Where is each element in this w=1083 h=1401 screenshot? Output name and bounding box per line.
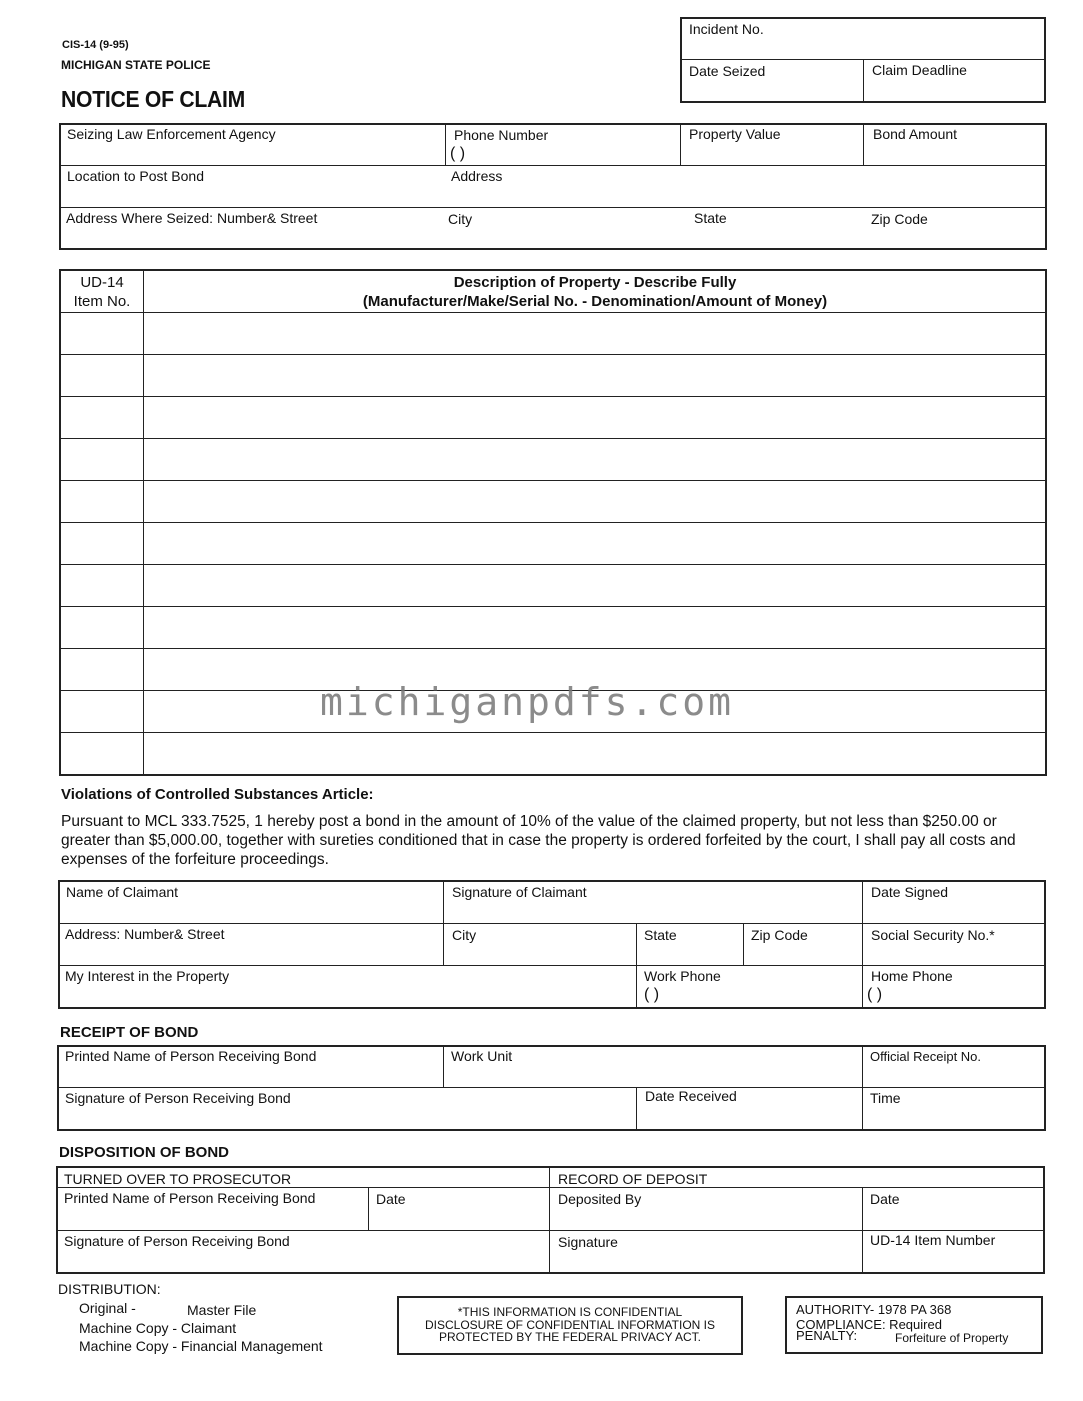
distribution-copy-claimant: Machine Copy - Claimant <box>79 1320 237 1336</box>
date-signed-label: Date Signed <box>871 884 949 900</box>
distribution-original: Original - <box>79 1300 136 1316</box>
distribution-copy-financial: Machine Copy - Financial Management <box>79 1338 323 1354</box>
confidential-line2: DISCLOSURE OF CONFIDENTIAL INFORMATION IS <box>424 1317 716 1332</box>
receipt-signature-label: Signature of Person Receiving Bond <box>65 1090 291 1106</box>
date-seized-label: Date Seized <box>689 63 766 79</box>
description-header-line1: Description of Property - Describe Fully <box>453 274 737 291</box>
receipt-heading: RECEIPT OF BOND <box>60 1024 199 1041</box>
date-received-label: Date Received <box>645 1088 737 1104</box>
claim-deadline-label: Claim Deadline <box>872 62 967 78</box>
address-label: Address <box>451 168 503 184</box>
ssn-label: Social Security No.* <box>871 927 995 943</box>
receipt-printed-name-label: Printed Name of Person Receiving Bond <box>65 1048 317 1064</box>
property-value-label: Property Value <box>689 126 781 142</box>
authority-text: AUTHORITY- 1978 PA 368 <box>796 1302 952 1317</box>
work-phone-label: Work Phone <box>644 968 721 984</box>
time-label: Time <box>870 1090 901 1106</box>
distribution-master-file: Master File <box>187 1302 257 1318</box>
agency-name: MICHIGAN STATE POLICE <box>61 58 211 72</box>
compliance-text: COMPLIANCE: Required <box>796 1317 942 1332</box>
interest-label: My Interest in the Property <box>65 968 230 984</box>
location-post-bond-field[interactable] <box>61 167 1045 207</box>
claimant-address-label: Address: Number& Street <box>65 926 225 942</box>
claimant-city-label: City <box>452 927 477 943</box>
disposition-heading: DISPOSITION OF BOND <box>59 1144 230 1161</box>
claimant-name-label: Name of Claimant <box>66 884 179 900</box>
disp-signature2-label: Signature <box>558 1234 618 1250</box>
form-code: CIS-14 (9-95) <box>62 39 129 51</box>
address-seized-label: Address Where Seized: Number& Street <box>66 210 318 226</box>
violations-heading: Violations of Controlled Substances Article: <box>61 786 374 803</box>
receipt-no-label: Official Receipt No. <box>870 1049 982 1064</box>
page-title: NOTICE OF CLAIM <box>61 86 245 112</box>
work-unit-label: Work Unit <box>451 1048 513 1064</box>
disp-signature1-label: Signature of Person Receiving Bond <box>64 1233 290 1249</box>
home-phone-paren: ( ) <box>867 986 883 1003</box>
seized-city-label: City <box>448 211 473 227</box>
penalty-label: PENALTY: <box>796 1328 858 1343</box>
incident-no-label: Incident No. <box>689 21 764 37</box>
work-phone-paren: ( ) <box>644 986 660 1003</box>
disp-date1-label: Date <box>376 1191 406 1207</box>
seized-zip-label: Zip Code <box>871 211 928 227</box>
confidential-line1: *THIS INFORMATION IS CONFIDENTIAL <box>457 1305 683 1319</box>
turned-over-label: TURNED OVER TO PROSECUTOR <box>64 1171 292 1187</box>
claimant-zip-label: Zip Code <box>751 927 808 943</box>
record-deposit-label: RECORD OF DEPOSIT <box>558 1171 708 1187</box>
seized-state-label: State <box>694 210 727 226</box>
violations-text: Pursuant to MCL 333.7525, 1 hereby post a bond in the amount of 10% of the value of the claimed property, but not less than $250.00 or greater than $5,000.00, together with sureties conditioned that in case the property is ordered forfeited by the court, I shall pay all costs and expenses of the forfeiture proceedings. <box>61 813 1016 868</box>
deposited-by-label: Deposited By <box>558 1191 642 1207</box>
disp-printed-name-label: Printed Name of Person Receiving Bond <box>64 1190 316 1206</box>
distribution-heading: DISTRIBUTION: <box>58 1281 161 1297</box>
claimant-signature-label: Signature of Claimant <box>452 884 587 900</box>
home-phone-label: Home Phone <box>871 968 953 984</box>
claimant-state-label: State <box>644 927 677 943</box>
item-no-header-line1: UD-14 <box>80 274 124 291</box>
confidential-line3: PROTECTED BY THE FEDERAL PRIVACY ACT. <box>438 1330 702 1344</box>
item-no-header-line2: Item No. <box>73 293 131 310</box>
phone-paren: ( ) <box>450 145 466 162</box>
seizing-agency-label: Seizing Law Enforcement Agency <box>67 126 276 142</box>
bond-amount-label: Bond Amount <box>873 126 958 142</box>
disp-date2-label: Date <box>870 1191 900 1207</box>
description-header-line2: (Manufacturer/Make/Serial No. - Denomination/Amount of Money) <box>362 293 828 310</box>
penalty-value: Forfeiture of Property <box>895 1331 1009 1345</box>
ud14-item-label: UD-14 Item Number <box>870 1232 996 1248</box>
phone-number-label: Phone Number <box>454 127 549 143</box>
location-post-bond-label: Location to Post Bond <box>67 168 204 184</box>
watermark: michiganpdfs.com <box>320 680 735 724</box>
